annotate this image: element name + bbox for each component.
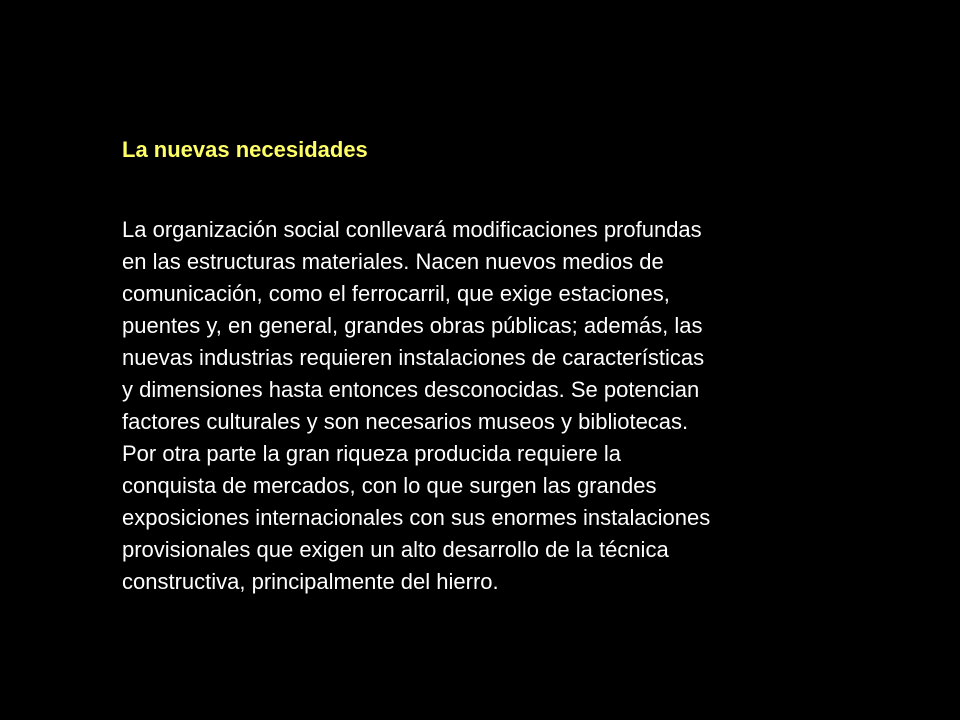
body-line: constructiva, principalmente del hierro. [122, 569, 499, 594]
slide-body [122, 214, 710, 598]
body-line: factores culturales y son necesarios museos y bibliotecas. [122, 409, 689, 434]
body-line: Por otra parte la gran riqueza producida requiere la [122, 441, 621, 466]
slide-title: La nuevas necesidades [122, 137, 368, 162]
body-line: puentes y, en general, grandes obras públicas; además, las [122, 313, 703, 338]
body-line: conquista de mercados, con lo que surgen las grandes [122, 473, 657, 498]
body-line: provisionales que exigen un alto desarrollo de la técnica [122, 537, 669, 562]
body-line: nuevas industrias requieren instalaciones de características [122, 345, 705, 370]
body-line: en las estructuras materiales. Nacen nuevos medios de [122, 249, 664, 274]
body-line: y dimensiones hasta entonces desconocidas. Se potencian [122, 377, 700, 402]
body-line: exposiciones internacionales con sus enormes instalaciones [122, 505, 711, 530]
body-line: comunicación, como el ferrocarril, que exige estaciones, [122, 281, 670, 306]
body-line: La organización social conllevará modificaciones profundas [122, 217, 702, 242]
